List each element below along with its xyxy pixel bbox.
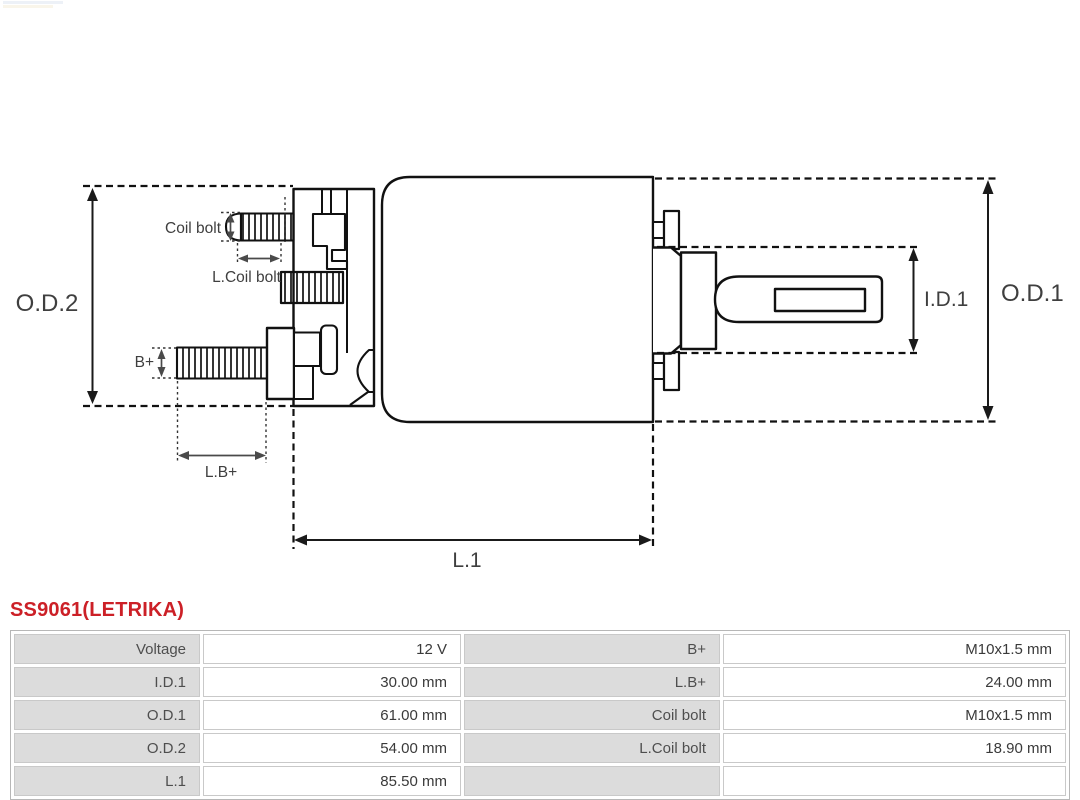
spec-table bbox=[10, 630, 1070, 800]
spec-value-cell: 30.00 mm bbox=[203, 667, 461, 697]
dim-label-l-coil-bolt: L.Coil bolt bbox=[212, 269, 281, 286]
spec-label-cell: Coil bolt bbox=[464, 700, 720, 730]
ear-top bbox=[664, 211, 679, 249]
table-row bbox=[14, 634, 1066, 664]
table-row bbox=[14, 667, 1066, 697]
spec-label-cell: B+ bbox=[464, 634, 720, 664]
boss-flange bbox=[653, 248, 681, 354]
bplus-washer bbox=[321, 326, 337, 375]
spec-label-cell: L.1 bbox=[14, 766, 200, 796]
spec-value-cell: 54.00 mm bbox=[203, 733, 461, 763]
spec-value-cell: 61.00 mm bbox=[203, 700, 461, 730]
dim-id1 bbox=[909, 248, 919, 352]
spec-value-cell bbox=[723, 766, 1066, 796]
spec-label-cell: L.Coil bolt bbox=[464, 733, 720, 763]
spec-value-cell: 85.50 mm bbox=[203, 766, 461, 796]
dim-od1 bbox=[983, 180, 994, 420]
spec-label-cell: O.D.2 bbox=[14, 733, 200, 763]
spec-value-cell: 24.00 mm bbox=[723, 667, 1066, 697]
boss-ring bbox=[681, 253, 716, 350]
page-title: SS9061(LETRIKA) bbox=[10, 599, 185, 621]
dim-label-coil-bolt: Coil bolt bbox=[165, 220, 221, 237]
spec-value-cell: M10x1.5 mm bbox=[723, 700, 1066, 730]
spec-label-cell: Voltage bbox=[14, 634, 200, 664]
dim-label-lb-plus: L.B+ bbox=[204, 464, 238, 481]
dim-label-od1: O.D.1 bbox=[1001, 280, 1064, 307]
dim-lb-plus bbox=[178, 451, 266, 460]
rod-slot bbox=[775, 289, 865, 311]
plunger-assembly bbox=[653, 211, 882, 390]
dim-b-plus bbox=[158, 349, 166, 377]
spec-value-cell: 12 V bbox=[203, 634, 461, 664]
dim-l-coil-bolt bbox=[238, 255, 280, 263]
spec-label-cell: L.B+ bbox=[464, 667, 720, 697]
corner-artifact bbox=[3, 1, 63, 8]
spec-label-cell bbox=[464, 766, 720, 796]
ear-bottom-stem bbox=[653, 363, 664, 379]
dim-l1 bbox=[294, 535, 652, 546]
solenoid-body bbox=[177, 177, 653, 422]
dim-label-l1: L.1 bbox=[452, 549, 482, 572]
coil-bolt-tip bbox=[226, 214, 241, 241]
table-row bbox=[14, 733, 1066, 763]
spec-label-cell: I.D.1 bbox=[14, 667, 200, 697]
coil-thread-block bbox=[281, 272, 343, 303]
dim-label-id1: I.D.1 bbox=[924, 288, 969, 311]
ear-bottom bbox=[664, 352, 679, 390]
dim-od2 bbox=[87, 188, 98, 404]
bplus-nut bbox=[267, 328, 294, 399]
spec-value-cell: M10x1.5 mm bbox=[723, 634, 1066, 664]
ear-top-stem bbox=[653, 222, 664, 238]
dim-label-b-plus: B+ bbox=[134, 354, 154, 371]
spec-label-cell: O.D.1 bbox=[14, 700, 200, 730]
main-cylinder bbox=[382, 177, 653, 422]
dim-label-od2: O.D.2 bbox=[15, 290, 79, 317]
spec-table-wrap bbox=[10, 630, 1070, 800]
table-row bbox=[14, 700, 1066, 730]
table-row bbox=[14, 766, 1066, 796]
bplus-threads bbox=[177, 348, 267, 379]
spec-value-cell: 18.90 mm bbox=[723, 733, 1066, 763]
